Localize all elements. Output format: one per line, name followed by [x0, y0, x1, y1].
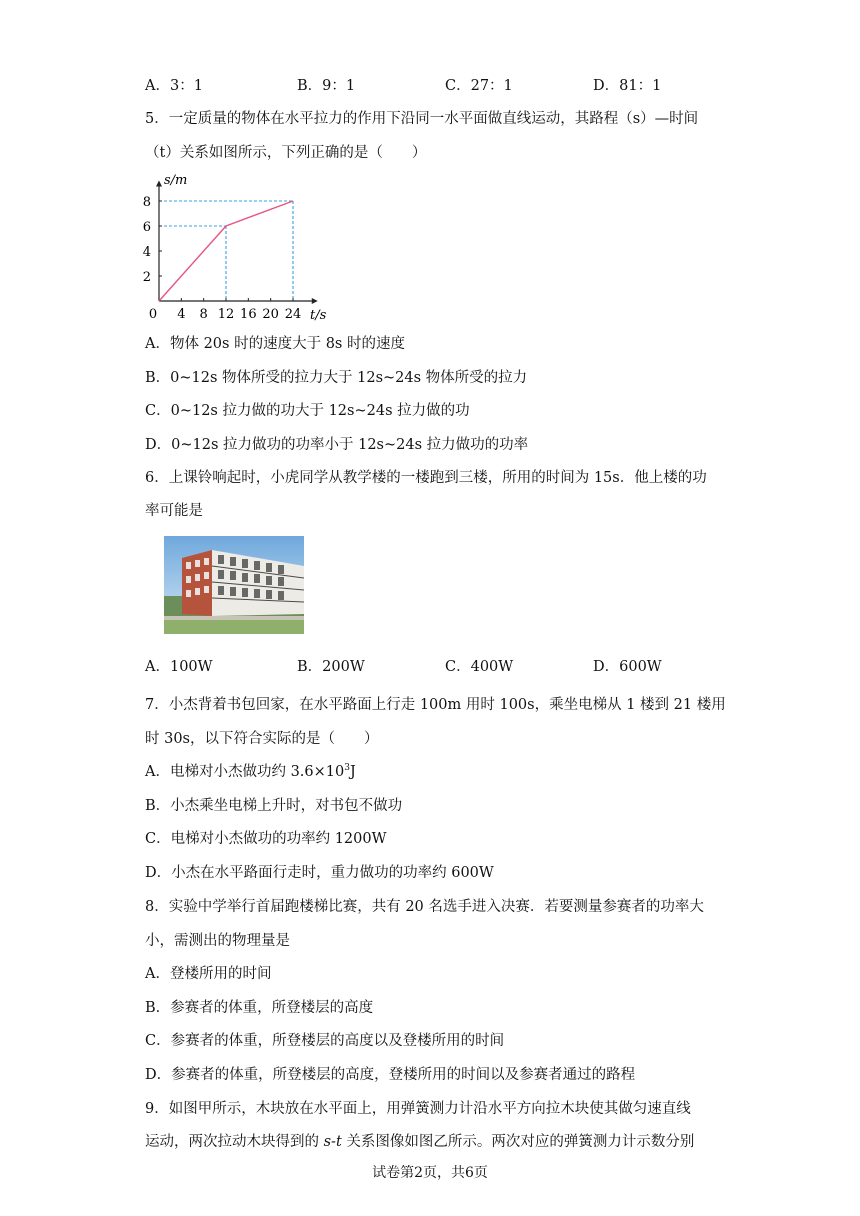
y-tick-label: 8 [142, 195, 151, 210]
q9-stem-line1: 9．如图甲所示，木块放在水平面上，用弹簧测力计沿水平方向拉木块使其做匀速直线 [145, 1101, 691, 1117]
q9-stem-line2-italic: s-t [323, 1134, 342, 1150]
q4-option-b: B．9：1 [297, 78, 356, 94]
q6-stem-line2: 率可能是 [145, 503, 203, 519]
q5-option-d: D．0~12s 拉力做功的功率小于 12s~24s 拉力做功的功率 [145, 437, 529, 453]
q5-option-c: C．0~12s 拉力做的功大于 12s~24s 拉力做的功 [145, 403, 470, 419]
q6-option-c: C．400W [445, 659, 514, 675]
q4-option-a: A．3：1 [145, 78, 203, 94]
q4-option-c: C．27：1 [445, 78, 513, 94]
q6-option-d: D．600W [593, 659, 662, 675]
x-tick-label: 16 [240, 307, 257, 322]
q7-option-a [145, 760, 356, 781]
x-tick-label: 20 [262, 307, 279, 322]
q5-stem-line2: （t）关系如图所示，下列正确的是（ ） [145, 145, 427, 161]
q4-option-d: D．81：1 [593, 78, 662, 94]
q7-option-a-text: A．电梯对小杰做功约 3.6×10 [145, 764, 345, 780]
school-building-photo [164, 536, 304, 634]
q8-option-d: D．参赛者的体重，所登楼层的高度，登楼所用的时间以及参赛者通过的路程 [145, 1067, 636, 1083]
chart-ylabel: s/m [164, 173, 188, 188]
q8-stem-line2: 小，需测出的物理量是 [145, 933, 290, 949]
q7-option-a-unit: J [349, 764, 356, 780]
q9-stem-line2 [145, 1130, 694, 1151]
q7-option-b: B．小杰乘坐电梯上升时，对书包不做功 [145, 798, 403, 814]
x-tick-label: 0 [148, 307, 158, 322]
x-axis-arrow [312, 298, 318, 304]
y-tick-label: 4 [142, 245, 151, 260]
q9-stem-line2-post: 关系图像如图乙所示。两次对应的弹簧测力计示数分别 [341, 1134, 695, 1150]
q7-option-c: C．电梯对小杰做功的功率约 1200W [145, 831, 387, 847]
q8-option-c: C．参赛者的体重，所登楼层的高度以及登楼所用的时间 [145, 1033, 505, 1049]
q7-stem-line1: 7．小杰背着书包回家，在水平路面上行走 100m 用时 100s，乘坐电梯从 1 楼到 21 楼用 [145, 697, 726, 713]
q9-stem-line2-pre: 运动，两次拉动木块得到的 [145, 1134, 324, 1150]
q7-option-d: D．小杰在水平路面行走时，重力做功的功率约 600W [145, 865, 494, 881]
x-tick-label: 12 [217, 307, 235, 322]
q5-option-a: A．物体 20s 时的速度大于 8s 时的速度 [145, 336, 405, 352]
q8-option-b: B．参赛者的体重，所登楼层的高度 [145, 1000, 374, 1016]
q5-option-b: B．0~12s 物体所受的拉力大于 12s~24s 物体所受的拉力 [145, 370, 528, 386]
s-t-chart [140, 165, 340, 325]
y-tick-label: 6 [142, 220, 151, 235]
q8-option-a: A．登楼所用的时间 [145, 966, 272, 982]
q8-stem-line1: 8．实验中学举行首届跑楼梯比赛，共有 20 名选手进入决赛．若要测量参赛者的功率大 [145, 899, 704, 915]
q7-stem-line2: 时 30s，以下符合实际的是（ ） [145, 731, 379, 747]
page-footer: 试卷第2页，共6页 [372, 1165, 488, 1181]
q6-option-a: A．100W [145, 659, 213, 675]
chart-xlabel: t/s [310, 308, 327, 323]
y-axis-arrow [156, 181, 162, 187]
q6-stem-line1: 6．上课铃响起时，小虎同学从教学楼的一楼跑到三楼，所用的时间为 15s．他上楼的功 [145, 470, 707, 486]
q5-stem-line1: 5．一定质量的物体在水平拉力的作用下沿同一水平面做直线运动，其路程（s）—时间 [145, 111, 699, 127]
x-tick-label: 4 [177, 307, 186, 322]
y-tick-label: 2 [142, 270, 151, 285]
q7-option-a-exponent: 3 [344, 763, 350, 774]
x-tick-label: 8 [199, 307, 208, 322]
q6-option-b: B．200W [297, 659, 365, 675]
x-tick-label: 24 [284, 307, 302, 322]
